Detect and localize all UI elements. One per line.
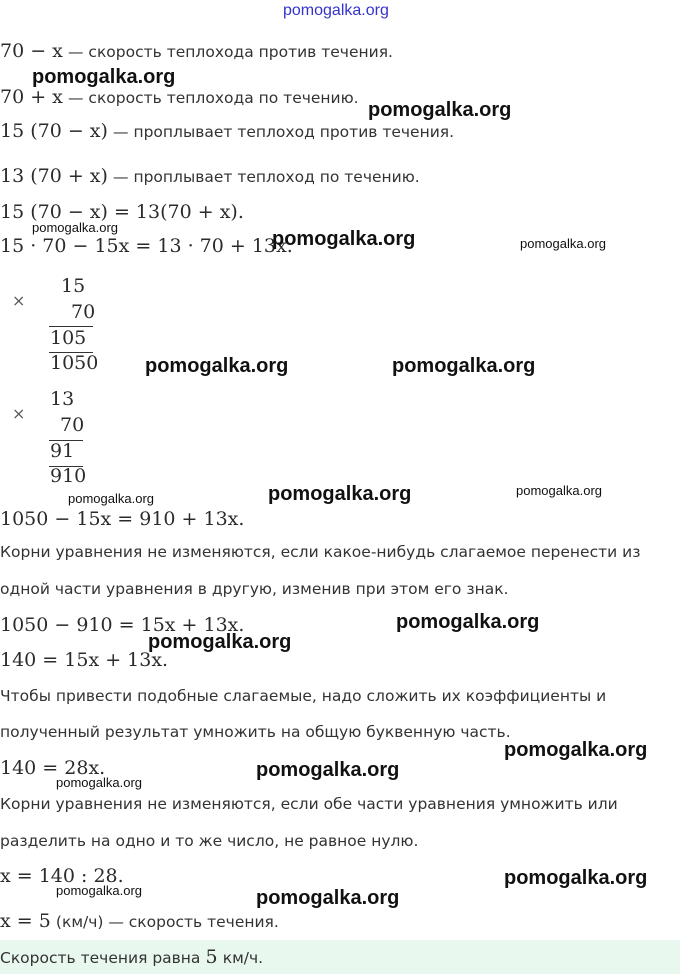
rule-text-1a: Корни уравнения не изменяются, если какое-нибудь слагаемое перенести из xyxy=(0,543,641,561)
watermark: pomogalka.org xyxy=(396,611,540,633)
watermark: pomogalka.org xyxy=(32,220,118,235)
answer-value: 5 xyxy=(205,946,218,968)
line-12-math: x = 5 xyxy=(0,910,51,932)
mult2-result: 910 xyxy=(50,465,87,487)
line-12-text: (км/ч) — скорость течения. xyxy=(55,913,279,931)
line-7-math: 1050 − 15x = 910 + 13x. xyxy=(0,508,245,530)
mult1-factor-b: 70 xyxy=(71,301,96,323)
rule-text-2a: Чтобы привести подобные слагаемые, надо сложить их коэффициенты и xyxy=(0,687,607,705)
watermark: pomogalka.org xyxy=(32,66,176,88)
line-11-math: x = 140 : 28. xyxy=(0,865,124,887)
mult1-partial: 105 xyxy=(50,327,87,349)
watermark-top: pomogalka.org xyxy=(283,2,389,19)
line-2-text: — скорость теплохода по течению. xyxy=(68,89,359,107)
line-4-math: 13 (70 + x) xyxy=(0,165,108,187)
line-4-text: — проплывает теплоход по течению. xyxy=(113,168,420,186)
line-2 xyxy=(0,86,359,108)
mult2-partial: 91 xyxy=(50,440,75,462)
watermark: pomogalka.org xyxy=(268,483,412,505)
watermark: pomogalka.org xyxy=(56,883,142,898)
watermark: pomogalka.org xyxy=(56,775,142,790)
mult1-result: 1050 xyxy=(50,352,99,374)
watermark: pomogalka.org xyxy=(272,228,416,250)
line-8-math: 1050 − 910 = 15x + 13x. xyxy=(0,614,245,636)
rule-text-3b: разделить на одно и то же число, не равное нулю. xyxy=(0,832,419,850)
answer-unit: км/ч. xyxy=(222,949,264,967)
rule-text-2b: полученный результат умножить на общую буквенную часть. xyxy=(0,723,511,741)
watermark: pomogalka.org xyxy=(520,236,606,251)
line-5-math: 15 (70 − x) = 13(70 + x). xyxy=(0,201,244,223)
watermark: pomogalka.org xyxy=(145,355,289,377)
mult1-factor-a: 15 xyxy=(61,275,86,297)
watermark: pomogalka.org xyxy=(516,483,602,498)
watermark: pomogalka.org xyxy=(148,631,292,653)
line-2-math: 70 + x xyxy=(0,86,63,108)
rule-text-1b: одной части уравнения в другую, изменив при этом его знак. xyxy=(0,580,509,598)
times-sign: × xyxy=(12,404,26,423)
watermark: pomogalka.org xyxy=(368,99,512,121)
line-3 xyxy=(0,120,454,142)
watermark: pomogalka.org xyxy=(256,887,400,909)
line-1-text: — скорость теплохода против течения. xyxy=(68,43,393,61)
mult2-factor-b: 70 xyxy=(60,414,85,436)
line-9-math: 140 = 15x + 13x. xyxy=(0,649,169,671)
line-3-text: — проплывает теплоход против течения. xyxy=(113,123,455,141)
answer-line xyxy=(0,946,263,968)
mult2-factor-a: 13 xyxy=(50,388,75,410)
line-1-math: 70 − x xyxy=(0,40,63,62)
rule-text-3a: Корни уравнения не изменяются, если обе части уравнения умножить или xyxy=(0,795,618,813)
line-6-math: 15 · 70 − 15x = 13 · 70 + 13x. xyxy=(0,235,293,257)
answer-text: Скорость течения равна xyxy=(0,949,201,967)
line-10-math: 140 = 28x. xyxy=(0,757,106,779)
times-sign: × xyxy=(12,291,26,310)
line-12 xyxy=(0,910,279,932)
line-4 xyxy=(0,165,420,187)
line-3-math: 15 (70 − x) xyxy=(0,120,108,142)
line-1 xyxy=(0,40,393,62)
answer-box xyxy=(0,940,680,974)
watermark: pomogalka.org xyxy=(392,355,536,377)
watermark: pomogalka.org xyxy=(504,867,648,889)
watermark: pomogalka.org xyxy=(68,491,154,506)
watermark: pomogalka.org xyxy=(256,759,400,781)
watermark: pomogalka.org xyxy=(504,739,648,761)
